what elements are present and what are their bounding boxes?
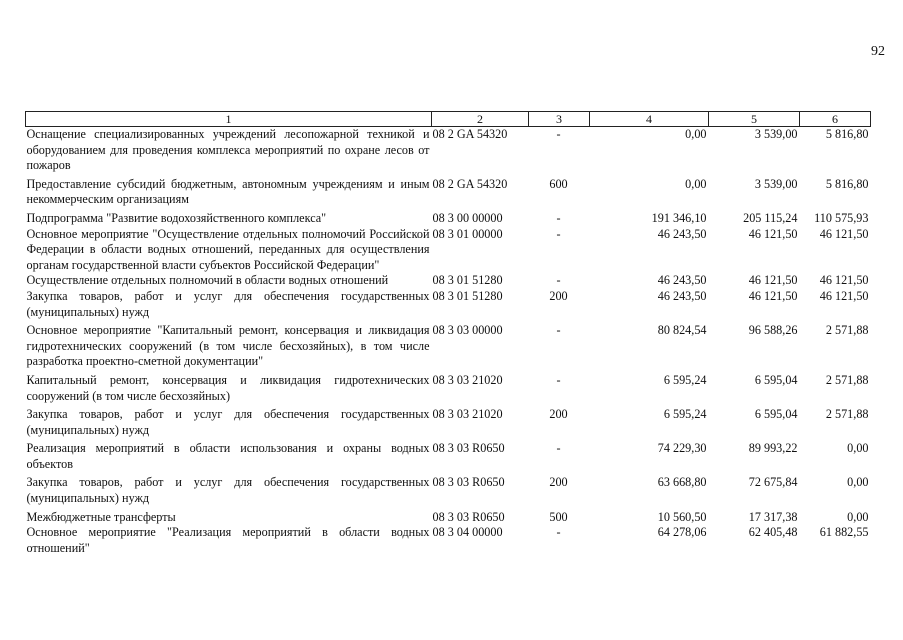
row-name: Закупка товаров, работ и услуг для обеспечения государственных (муниципальных) нужд: [26, 288, 430, 319]
row-value-1: 46 243,50: [657, 288, 707, 303]
row-value-1: 0,00: [685, 176, 707, 191]
row-code: 08 3 04 00000: [432, 525, 503, 540]
table-row: [26, 227, 871, 274]
row-value-2: 46 121,50: [748, 226, 798, 241]
budget-table: [25, 111, 871, 556]
row-type: 200: [549, 288, 568, 303]
table-row: [26, 127, 871, 177]
header-col-1: 1: [26, 112, 432, 127]
row-type: -: [556, 441, 561, 456]
row-name: Оснащение специализированных учреждений лесопожарной техникой и оборудованием для проведения комплекса мероприятий по охране лесов от пожаров: [26, 127, 430, 173]
row-value-1: 0,00: [685, 127, 707, 141]
header-col-2: 2: [432, 112, 529, 127]
row-value-3: 110 575,93: [814, 210, 869, 225]
row-type: 600: [549, 176, 568, 191]
row-code: 08 3 03 R0650: [432, 509, 505, 524]
row-code: 08 3 01 00000: [432, 226, 503, 241]
table-row: [26, 273, 871, 289]
row-type: -: [556, 210, 561, 225]
table-row: [26, 211, 871, 227]
row-name: Основное мероприятие "Реализация мероприятий в области водных отношений": [26, 525, 430, 555]
row-value-3: 2 571,88: [825, 407, 869, 422]
row-value-3: 0,00: [847, 475, 869, 490]
row-type: -: [556, 273, 561, 288]
row-name: Реализация мероприятий в области использования и охраны водных объектов: [26, 441, 430, 471]
row-name: Межбюджетные трансферты: [26, 509, 176, 524]
row-type: -: [556, 226, 561, 241]
table-row: [26, 475, 871, 509]
row-name: Подпрограмма "Развитие водохозяйственного комплекса": [26, 210, 327, 225]
table-row: [26, 373, 871, 407]
row-value-3: 5 816,80: [825, 127, 869, 141]
row-name: Основное мероприятие "Осуществление отдельных полномочий Российской Федерации в области водных отношений, переданных для осуществления органам государственной власти субъектов Российской Федерации": [26, 226, 430, 272]
row-code: 08 3 01 51280: [432, 288, 503, 303]
header-col-6: 6: [800, 112, 871, 127]
row-value-1: 46 243,50: [657, 273, 707, 288]
row-code: 08 3 03 21020: [432, 407, 503, 422]
row-name: Капитальный ремонт, консервация и ликвидация гидротехнических сооружений (в том числе бесхозяйных): [26, 372, 430, 403]
row-code: 08 2 GA 54320: [432, 127, 508, 141]
row-value-2: 72 675,84: [748, 475, 798, 490]
row-value-3: 46 121,50: [819, 226, 869, 241]
header-col-4: 4: [590, 112, 709, 127]
row-value-2: 96 588,26: [748, 323, 798, 338]
row-value-1: 64 278,06: [657, 525, 707, 540]
table-row: [26, 525, 871, 556]
header-row: [26, 112, 871, 127]
row-value-3: 2 571,88: [825, 372, 869, 387]
row-type: -: [556, 127, 561, 141]
table-row: [26, 441, 871, 475]
row-value-2: 6 595,04: [754, 372, 798, 387]
table-row: [26, 407, 871, 441]
row-type: -: [556, 323, 561, 338]
row-value-2: 3 539,00: [754, 176, 798, 191]
header-col-5: 5: [709, 112, 800, 127]
row-value-1: 80 824,54: [657, 323, 707, 338]
row-name: Закупка товаров, работ и услуг для обеспечения государственных (муниципальных) нужд: [26, 475, 430, 506]
row-value-1: 6 595,24: [663, 407, 707, 422]
row-value-3: 61 882,55: [819, 525, 869, 540]
page-number: 92: [871, 44, 885, 59]
row-type: 200: [549, 407, 568, 422]
row-value-2: 205 115,24: [743, 210, 798, 225]
row-type: -: [556, 372, 561, 387]
row-value-2: 46 121,50: [748, 273, 798, 288]
row-name: Предоставление субсидий бюджетным, автономным учреждениям и иным некоммерческим организациям: [26, 176, 430, 207]
row-type: -: [556, 525, 561, 540]
row-value-3: 46 121,50: [819, 273, 869, 288]
row-value-2: 46 121,50: [748, 288, 798, 303]
row-type: 500: [549, 509, 568, 524]
row-code: 08 3 01 51280: [432, 273, 503, 288]
table-row: [26, 177, 871, 211]
row-name: Осуществление отдельных полномочий в области водных отношений: [26, 273, 389, 288]
row-value-1: 6 595,24: [663, 372, 707, 387]
row-code: 08 3 03 00000: [432, 323, 503, 338]
row-code: 08 3 03 R0650: [432, 441, 505, 456]
row-value-1: 191 346,10: [651, 210, 707, 225]
row-value-3: 5 816,80: [825, 176, 869, 191]
row-name: Основное мероприятие "Капитальный ремонт, консервация и ликвидация гидротехнических сооружений (в том числе бесхозяйных), в том числе разработка проектно-сметной документации": [26, 323, 430, 369]
table-row: [26, 289, 871, 323]
row-value-2: 3 539,00: [754, 127, 798, 141]
row-value-3: 46 121,50: [819, 288, 869, 303]
row-value-1: 63 668,80: [657, 475, 707, 490]
row-name: Закупка товаров, работ и услуг для обеспечения государственных (муниципальных) нужд: [26, 407, 430, 437]
row-value-2: 62 405,48: [748, 525, 798, 540]
row-value-3: 2 571,88: [825, 323, 869, 338]
table-row: [26, 323, 871, 373]
table-row: [26, 510, 871, 526]
row-value-2: 17 317,38: [748, 509, 798, 524]
row-value-2: 89 993,22: [748, 441, 798, 456]
row-value-1: 46 243,50: [657, 226, 707, 241]
row-value-3: 0,00: [847, 441, 869, 456]
row-code: 08 3 03 R0650: [432, 475, 505, 490]
row-code: 08 2 GA 54320: [432, 176, 508, 191]
row-value-2: 6 595,04: [754, 407, 798, 422]
row-value-1: 74 229,30: [657, 441, 707, 456]
header-col-3: 3: [529, 112, 590, 127]
row-value-1: 10 560,50: [657, 509, 707, 524]
row-value-3: 0,00: [847, 509, 869, 524]
row-type: 200: [549, 475, 568, 490]
row-code: 08 3 00 00000: [432, 210, 503, 225]
row-code: 08 3 03 21020: [432, 372, 503, 387]
